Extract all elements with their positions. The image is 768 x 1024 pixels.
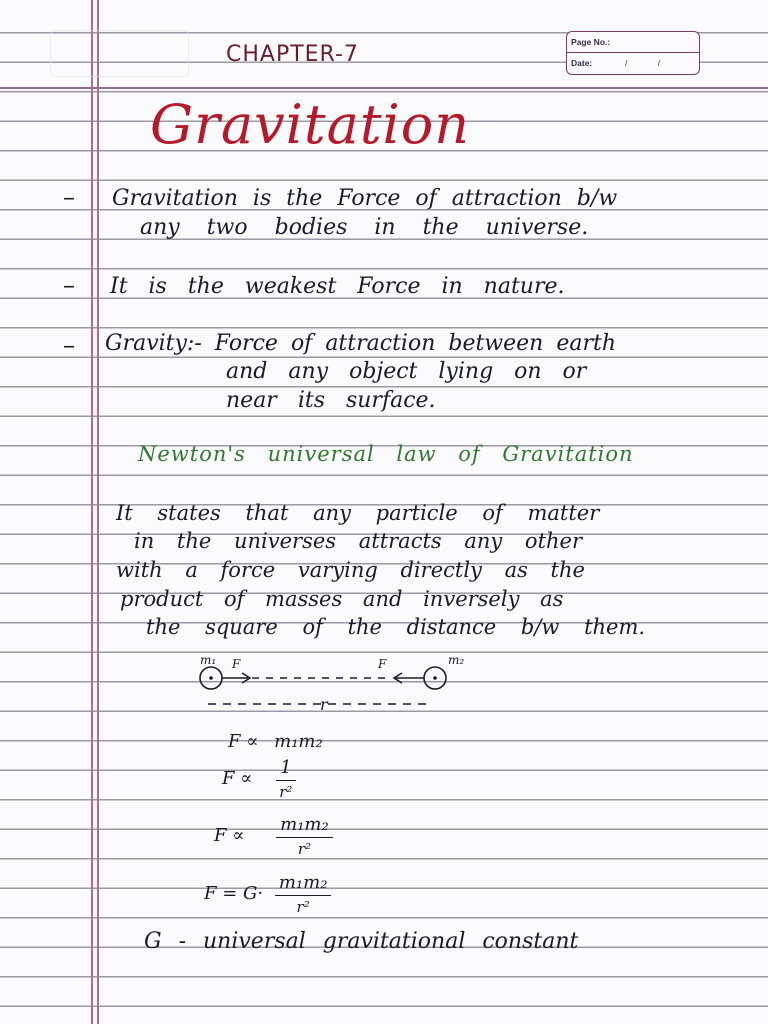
formula-2 bbox=[222, 757, 296, 801]
label-m1: m₁ bbox=[200, 653, 217, 667]
formula-1-lhs: F ∝ bbox=[228, 731, 259, 752]
label-f-left: F bbox=[232, 657, 241, 671]
formula-4-den: r² bbox=[296, 898, 310, 916]
text-line: Gravity:- Force of attraction between earth bbox=[105, 331, 616, 356]
text-line: Gravitation is the Force of attraction b/w bbox=[112, 186, 618, 211]
formula-4 bbox=[204, 872, 331, 916]
text-line: It states that any particle of matter bbox=[116, 501, 600, 525]
formula-2-lhs: F ∝ bbox=[222, 768, 253, 789]
formula-2-num: 1 bbox=[276, 757, 295, 781]
chapter-title: CHAPTER-7 bbox=[226, 42, 359, 67]
formula-3 bbox=[214, 814, 333, 858]
faint-stamp bbox=[50, 30, 189, 77]
text-line: in the universes attracts any other bbox=[134, 529, 583, 553]
bullet-dash: – bbox=[63, 331, 75, 359]
page-title: Gravitation bbox=[150, 93, 471, 156]
text-line: any two bodies in the universe. bbox=[140, 215, 589, 240]
page-no-label: Page No.: bbox=[571, 37, 611, 47]
formula-1-rhs: m₁m₂ bbox=[274, 731, 323, 752]
formula-4-num: m₁m₂ bbox=[275, 872, 332, 896]
formula-1 bbox=[228, 731, 323, 752]
formula-2-den: r² bbox=[279, 783, 293, 801]
margin-line-right bbox=[97, 0, 99, 1024]
formula-4-lhs: F = G· bbox=[204, 883, 264, 904]
header-rule bbox=[0, 87, 768, 89]
date-label: Date: bbox=[571, 58, 593, 68]
margin-line-left bbox=[91, 0, 93, 1024]
bullet-dash: – bbox=[63, 183, 75, 211]
masses-diagram bbox=[190, 652, 480, 718]
label-f-right: F bbox=[378, 657, 387, 671]
text-line: near its surface. bbox=[226, 388, 436, 413]
text-line: the square of the distance b/w them. bbox=[146, 615, 646, 639]
formula-3-lhs: F ∝ bbox=[214, 825, 245, 846]
formula-3-num: m₁m₂ bbox=[276, 814, 333, 838]
text-line: It is the weakest Force in nature. bbox=[110, 274, 565, 299]
formula-3-den: r² bbox=[297, 840, 312, 858]
text-line: with a force varying directly as the bbox=[116, 558, 585, 582]
section-heading: Newton's universal law of Gravitation bbox=[138, 442, 634, 466]
text-line: product of masses and inversely as bbox=[120, 587, 564, 611]
bullet-dash: – bbox=[63, 271, 75, 299]
date-value: / / bbox=[625, 58, 675, 68]
text-line: and any object lying on or bbox=[226, 359, 587, 384]
label-r: r bbox=[320, 695, 328, 714]
constant-note: G - universal gravitational constant bbox=[144, 929, 579, 954]
page-date-box bbox=[566, 31, 700, 75]
label-m2: m₂ bbox=[448, 653, 465, 667]
